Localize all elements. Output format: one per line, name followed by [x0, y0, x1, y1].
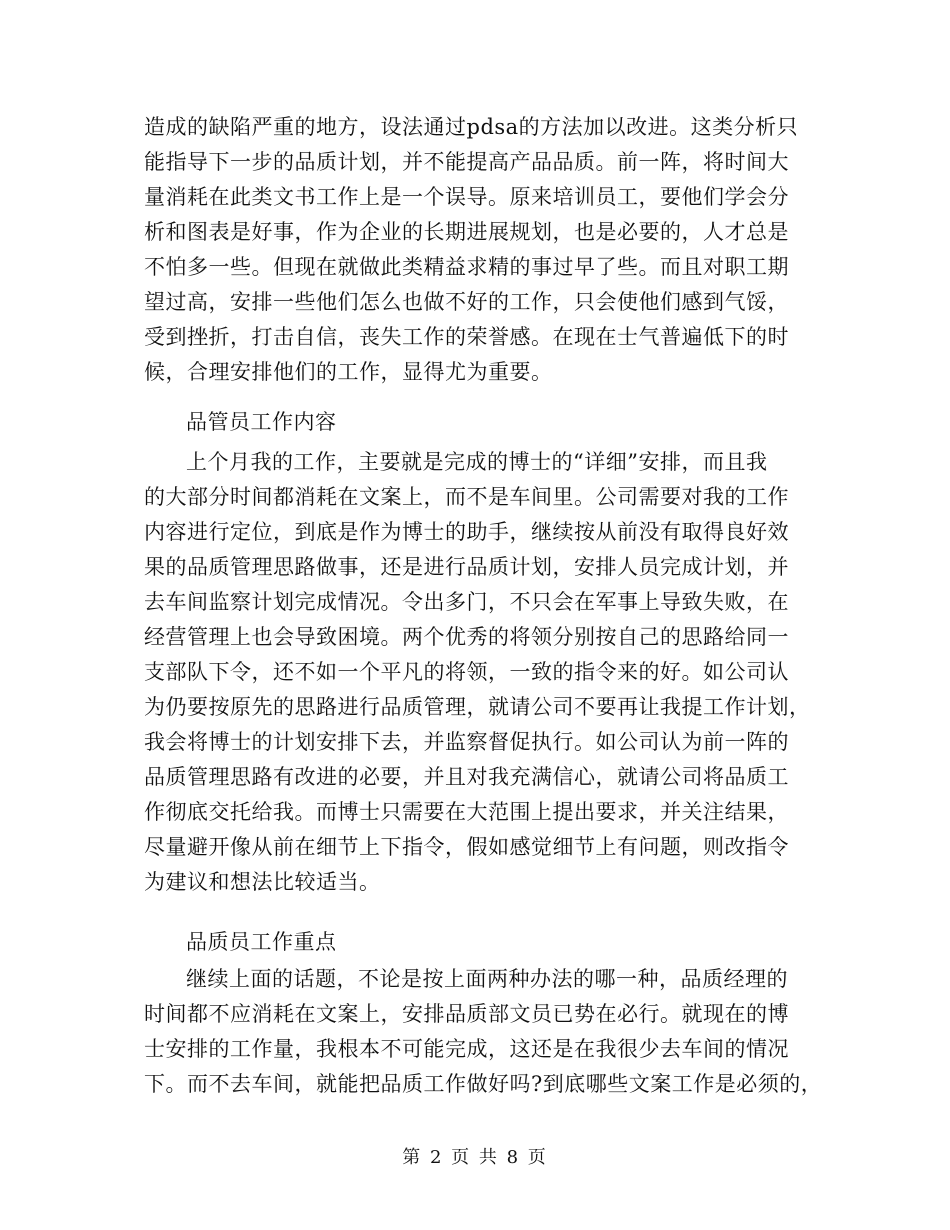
text-line: 下。而不去车间，就能把品质工作做好吗?到底哪些文案工作是必须的， [144, 1072, 823, 1096]
text-line: 作彻底交托给我。而博士只需要在大范围上提出要求，并关注结果， [144, 800, 789, 824]
text-line: 尽量避开像从前在细节上下指令，假如感觉细节上有问题，则改指令 [144, 835, 789, 859]
text-line: 我会将博士的计划安排下去，并监察督促执行。如公司认为前一阵的 [144, 730, 789, 754]
text-line: 时间都不应消耗在文案上，安排品质部文员已势在必行。就现在的博 [144, 1002, 789, 1026]
text-line: 上个月我的工作，主要就是完成的博士的“详细”安排，而且我 [186, 450, 768, 474]
text-line: 为建议和想法比较适当。 [144, 870, 381, 894]
text-line: 品质管理思路有改进的必要，并且对我充满信心，就请公司将品质工 [144, 765, 789, 789]
text-line: 能指导下一步的品质计划，并不能提高产品品质。前一阵，将时间大 [144, 150, 789, 174]
text-line: 果的品质管理思路做事，还是进行品质计划，安排人员完成计划，并 [144, 555, 789, 579]
text-line: 量消耗在此类文书工作上是一个误导。原来培训员工，要他们学会分 [144, 185, 789, 209]
text-line: 受到挫折，打击自信，丧失工作的荣誉感。在现在士气普遍低下的时 [144, 325, 789, 349]
text-line: 内容进行定位，到底是作为博士的助手，继续按从前没有取得良好效 [144, 520, 789, 544]
text-line: 为仍要按原先的思路进行品质管理，就请公司不要再让我提工作计划， [144, 695, 811, 719]
text-line: 士安排的工作量，我根本不可能完成，这还是在我很少去车间的情况 [144, 1037, 789, 1061]
text-line: 去车间监察计划完成情况。令出多门，不只会在军事上导致失败，在 [144, 590, 789, 614]
text-line: 的大部分时间都消耗在文案上，而不是车间里。公司需要对我的工作 [144, 485, 789, 509]
text-line: 经营管理上也会导致困境。两个优秀的将领分别按自己的思路给同一 [144, 625, 789, 649]
section-heading-work-content: 品管员工作内容 [186, 410, 337, 434]
text-line: 支部队下令，还不如一个平凡的将领，一致的指令来的好。如公司认 [144, 660, 789, 684]
text-line: 不怕多一些。但现在就做此类精益求精的事过早了些。而且对职工期 [144, 255, 789, 279]
text-line: 望过高，安排一些他们怎么也做不好的工作，只会使他们感到气馁， [144, 290, 789, 314]
page-number-footer: 第 2 页 共 8 页 [402, 1147, 548, 1168]
text-line: 候，合理安排他们的工作，显得尤为重要。 [144, 360, 553, 384]
text-line: 继续上面的话题，不论是按上面两种办法的哪一种，品质经理的 [186, 967, 788, 991]
text-line: 析和图表是好事，作为企业的长期进展规划，也是必要的，人才总是 [144, 220, 789, 244]
section-heading-work-focus: 品质员工作重点 [186, 930, 337, 954]
text-line: 造成的缺陷严重的地方，设法通过pdsa的方法加以改进。这类分析只 [144, 115, 799, 139]
